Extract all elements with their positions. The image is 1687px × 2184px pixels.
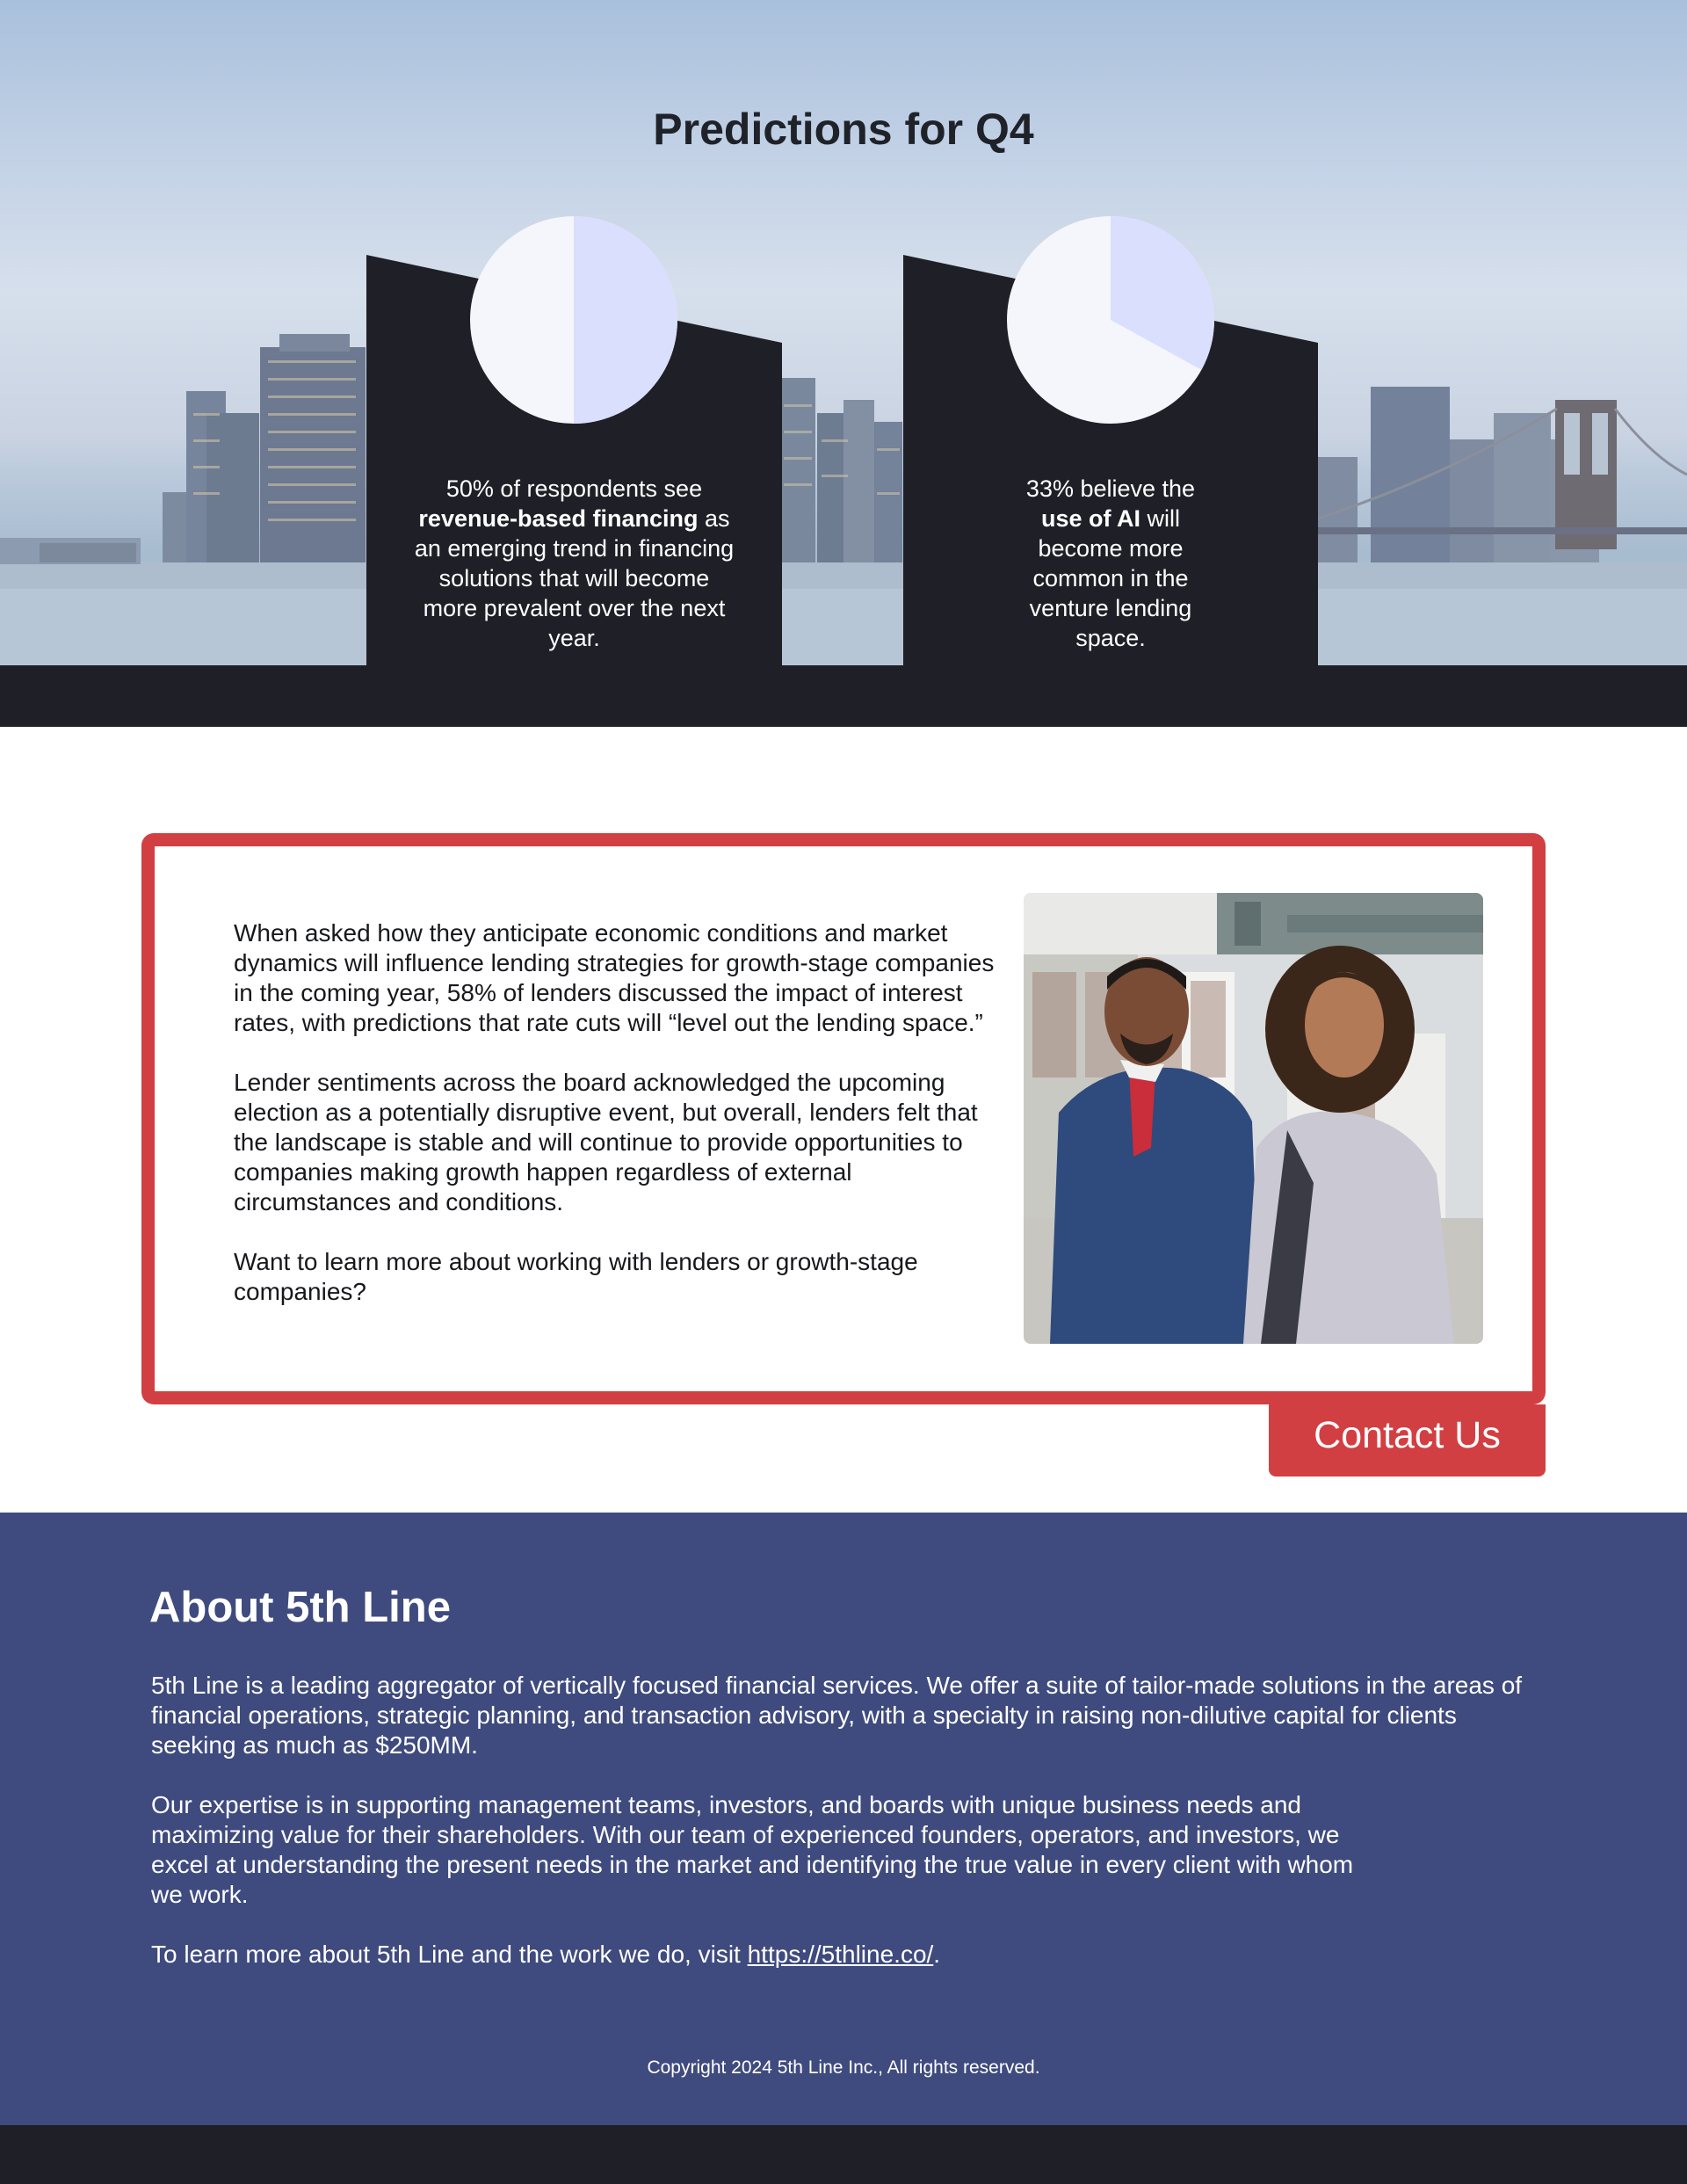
pie-slice-highlight xyxy=(574,216,677,424)
about-body xyxy=(151,1671,1548,1999)
copyright-text: Copyright 2024 5th Line Inc., All rights reserved. xyxy=(647,2057,1040,2078)
callout-paragraph: Want to learn more about working with lenders or growth-stage companies? xyxy=(234,1248,918,1305)
learn-more-line xyxy=(151,1940,1548,1970)
hero-title: Predictions for Q4 xyxy=(653,105,1034,154)
contact-us-button[interactable]: Contact Us xyxy=(1269,1404,1546,1477)
about-paragraph: Our expertise is in supporting management teams, investors, and boards with unique business needs and maximizing value for their shareholders. With our team of experienced founders, operators, and investors, we excel at understanding the present needs in the market and identifying the true value in every client with whom we work. xyxy=(151,1791,1354,1908)
hero-bottom-band xyxy=(0,665,1687,727)
website-link[interactable]: https://5thline.co/ xyxy=(747,1941,934,1968)
about-paragraph: 5th Line is a leading aggregator of vertically focused financial services. We offer a suite of tailor-made solutions in the areas of financial operations, strategic planning, and transaction advisory, with a specialty in raising non-dilutive capital for clients seeking as much as $250MM. xyxy=(151,1672,1523,1759)
stat-text-tail: will become more common in the venture lending space. xyxy=(1029,505,1192,651)
learn-more-period: . xyxy=(933,1941,941,1968)
hero-section xyxy=(0,0,1687,727)
about-section xyxy=(0,1513,1687,2125)
callout-paragraph: Lender sentiments across the board acknowledged the upcoming election as a potentially disruptive event, but overall, lenders felt that the landscape is stable and will continue to provide opportunities to companies making growth happen regardless of external circumstances and conditions. xyxy=(234,1069,978,1215)
stat-text-revenue-based-financing xyxy=(410,474,738,653)
stat-card-revenue-based-financing xyxy=(366,216,782,665)
business-people-photo xyxy=(1024,893,1483,1344)
footer-band xyxy=(0,2125,1687,2184)
pie-chart-50-percent xyxy=(470,216,677,424)
pie-chart-33-percent xyxy=(1007,216,1214,424)
stat-text-highlight: use of AI xyxy=(1040,505,1140,532)
callout-paragraph: When asked how they anticipate economic conditions and market dynamics will influence lending strategies for growth-stage companies in the coming year, 58% of lenders discussed the impact of interest rates, with predictions that rate cuts will “level out the lending space.” xyxy=(234,919,995,1036)
callout-text xyxy=(234,918,1007,1337)
stat-text-lead: 50% of respondents see xyxy=(445,475,703,502)
learn-more-text: To learn more about 5th Line and the work we do, visit xyxy=(151,1941,748,1968)
stat-text-use-of-ai xyxy=(1000,474,1221,653)
stat-text-tail: as an emerging trend in financing solutions that will become more prevalent over the next year. xyxy=(414,505,735,651)
stat-text-lead: 33% believe the xyxy=(1025,475,1196,502)
about-title: About 5th Line xyxy=(149,1584,451,1631)
stat-card-use-of-ai xyxy=(903,216,1318,665)
stat-text-highlight: revenue-based financing xyxy=(418,505,699,532)
